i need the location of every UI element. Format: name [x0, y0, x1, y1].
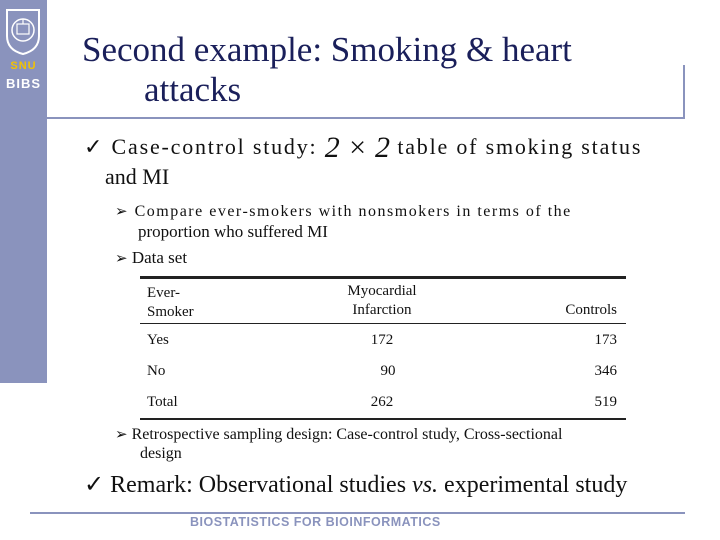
header-mi-line1: Myocardial: [347, 283, 417, 299]
subbullet-dataset: [115, 248, 187, 268]
row-total-mi: 262: [370, 394, 394, 410]
subbullet-text: Compare ever-smokers with nonsmokers in terms of the: [134, 203, 572, 220]
table-header-rule: [140, 323, 626, 324]
check-icon: ✓: [84, 135, 105, 160]
check-icon: ✓: [84, 470, 105, 498]
header-myocardial-infarction: [322, 282, 442, 320]
university-seal-icon: [3, 6, 43, 56]
header-ever-smoker: [147, 284, 194, 322]
arrow-icon: ➢: [115, 249, 128, 267]
title-line1: Second example: Smoking & heart: [82, 30, 572, 69]
row-no-mi: 90: [380, 363, 396, 379]
row-yes-mi: 172: [370, 332, 394, 348]
row-no-label: No: [147, 363, 166, 379]
remark-text: Remark: Observational studies: [110, 472, 413, 498]
subbullet-text: Retrospective sampling design: Case-control study, Cross-sectional: [131, 426, 563, 443]
footer-divider: [30, 512, 685, 514]
row-yes-controls: 173: [594, 332, 617, 348]
bullet-text-cont: table of smoking status: [397, 134, 643, 159]
row-yes-label: Yes: [147, 332, 169, 348]
subbullet-text: Data set: [131, 248, 188, 267]
subbullet-compare-line2: proportion who suffered MI: [138, 222, 328, 241]
row-no-controls: 346: [594, 363, 617, 379]
bullet-text: Case-control study:: [111, 134, 318, 159]
bullet-case-control: [84, 128, 642, 162]
table-bottom-rule: [140, 418, 626, 420]
title-line2: attacks: [144, 70, 242, 109]
arrow-icon: ➢: [115, 425, 128, 443]
subbullet-retrospective: [115, 425, 562, 444]
subbullet-retrospective-line2: design: [140, 445, 182, 462]
remark-text-end: experimental study: [438, 472, 628, 498]
header-mi-line2: Infarction: [352, 302, 412, 318]
header-ever-smoker-line2: Smoker: [147, 304, 194, 320]
sidebar-band: [0, 0, 47, 383]
table-dimension-formula: 2 × 2: [324, 131, 391, 164]
bullet-case-control-line2: and MI: [105, 164, 170, 189]
row-total-label: Total: [147, 394, 178, 410]
row-total-controls: 519: [594, 394, 617, 410]
logo-bibs: BIBS: [5, 76, 42, 91]
slide-title: [82, 30, 572, 110]
logo-snu: SNU: [10, 60, 37, 72]
header-controls: Controls: [565, 302, 617, 318]
subbullet-compare: [115, 202, 572, 221]
remark-italic: vs.: [412, 472, 439, 498]
header-ever-smoker-line1: Ever-: [147, 285, 181, 301]
arrow-icon: ➢: [115, 202, 130, 220]
title-divider-vertical: [683, 65, 685, 119]
table-top-rule: [140, 276, 626, 279]
footer-text: BIOSTATISTICS FOR BIOINFORMATICS: [190, 515, 441, 529]
bullet-remark: [84, 470, 627, 499]
title-divider: [30, 117, 685, 119]
